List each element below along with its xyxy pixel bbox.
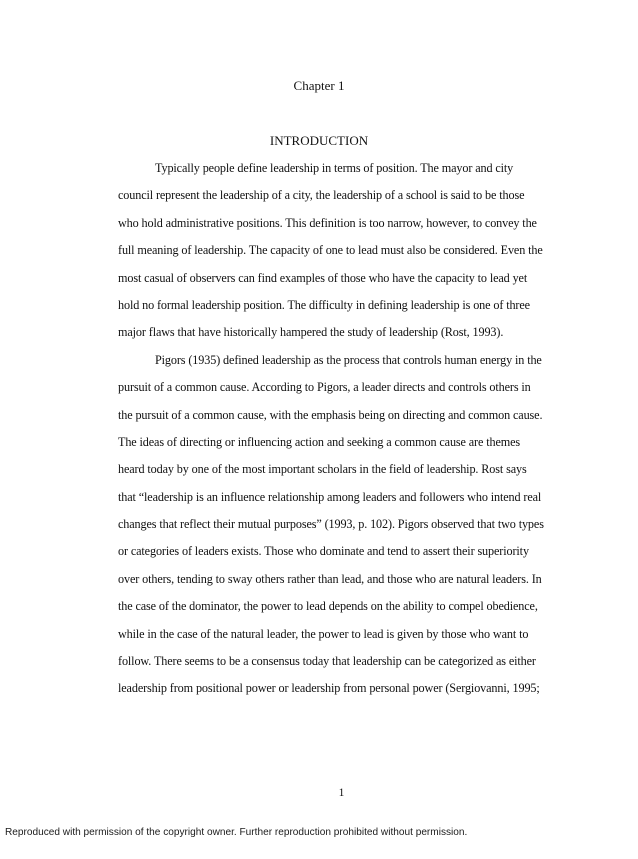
paragraph-1-line: who hold administrative positions. This definition is too narrow, however, to convey the (118, 215, 537, 230)
paragraph-1-line: most casual of observers can find examples of those who have the capacity to lead yet (118, 270, 528, 285)
paragraph-2-line: that “leadership is an influence relationship among leaders and followers who intend real (118, 489, 542, 504)
paragraph-2-line: heard today by one of the most important scholars in the field of leadership. Rost says (118, 462, 527, 477)
body-text (118, 160, 578, 708)
paragraph-1-line: hold no formal leadership position. The difficulty in defining leadership is one of three (118, 297, 530, 312)
paragraph-2-line: or categories of leaders exists. Those who dominate and tend to assert their superiority (118, 544, 529, 559)
paragraph-2-line: leadership from positional power or leadership from personal power (Sergiovanni, 1995; (118, 681, 540, 696)
copyright-footer: Reproduced with permission of the copyright owner. Further reproduction prohibited without permission. (5, 827, 468, 838)
paragraph-2-line: over others, tending to sway others rather than lead, and those who are natural leaders. In (118, 571, 542, 586)
paragraph-1-line: full meaning of leadership. The capacity of one to lead must also be considered. Even the (118, 243, 543, 258)
paragraph-2-line: the pursuit of a common cause, with the emphasis being on directing and common cause. (118, 407, 543, 422)
section-heading: INTRODUCTION (269, 133, 369, 148)
chapter-heading: Chapter 1 (293, 78, 345, 93)
paragraph-2-line: The ideas of directing or influencing action and seeking a common cause are themes (118, 434, 521, 449)
page-number: 1 (338, 787, 345, 799)
paragraph-1-line: Typically people define leadership in terms of position. The mayor and city (155, 161, 514, 175)
paragraph-2-line: the case of the dominator, the power to lead depends on the ability to compel obedience, (118, 599, 538, 614)
paragraph-2-line: while in the case of the natural leader, the power to lead is given by those who want to (118, 626, 529, 641)
paragraph-2-line: Pigors (1935) defined leadership as the process that controls human energy in the (155, 352, 542, 367)
paragraph-1-line: council represent the leadership of a city, the leadership of a school is said to be those (118, 188, 525, 203)
paragraph-2-line: pursuit of a common cause. According to Pigors, a leader directs and controls others in (118, 380, 531, 395)
paragraph-2-line: changes that reflect their mutual purposes” (1993, p. 102). Pigors observed that two types (118, 517, 544, 532)
paragraph-2-line: follow. There seems to be a consensus today that leadership can be categorized as either (118, 654, 536, 669)
paragraph-1-line: major flaws that have historically hampered the study of leadership (Rost, 1993). (118, 325, 504, 340)
